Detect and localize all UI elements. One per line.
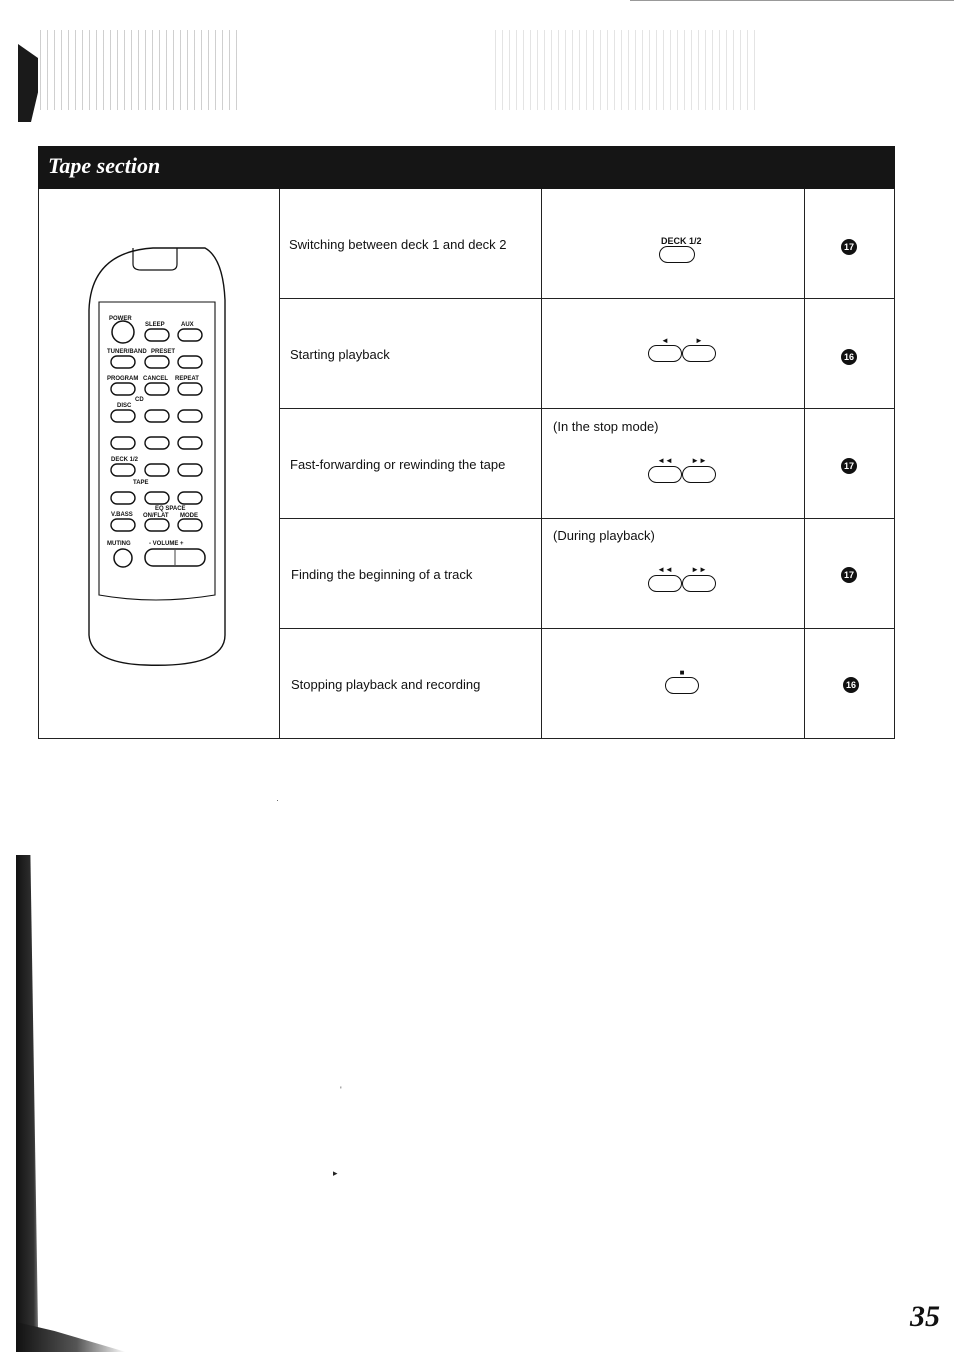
remote-label-cd: CD xyxy=(135,397,144,403)
section-header xyxy=(38,146,895,189)
deck-button-icon xyxy=(659,246,695,263)
row-divider xyxy=(279,518,895,519)
row-note: (During playback) xyxy=(553,528,655,543)
table-border xyxy=(38,189,39,739)
play-reverse-button-icon xyxy=(648,345,682,362)
remote-label-vbass: V.BASS xyxy=(111,512,133,518)
rewind-symbol: ◄◄ xyxy=(657,456,673,465)
row-divider xyxy=(279,298,895,299)
fast-forward-symbol: ►► xyxy=(691,456,707,465)
play-forward-button-icon xyxy=(682,345,716,362)
table-border xyxy=(804,189,805,739)
row-description: Switching between deck 1 and deck 2 xyxy=(289,237,507,252)
scan-speckle xyxy=(495,30,755,110)
fast-forward-button-icon xyxy=(682,575,716,592)
remote-control-illustration xyxy=(85,240,235,670)
row-description: Stopping playback and recording xyxy=(291,677,481,692)
remote-label-tape: TAPE xyxy=(133,480,149,486)
table-border xyxy=(894,189,895,739)
play-forward-symbol: ► xyxy=(695,336,703,345)
scan-edge-line xyxy=(630,0,954,1)
circled-number-icon: 16 xyxy=(843,677,859,693)
remote-label-power: POWER xyxy=(109,316,132,322)
rewind-symbol: ◄◄ xyxy=(657,565,673,574)
scan-speckle xyxy=(40,30,240,110)
section-title: Tape section xyxy=(48,153,161,178)
row-note: (In the stop mode) xyxy=(553,419,659,434)
remote-label-aux: AUX xyxy=(181,322,194,328)
play-reverse-symbol: ◄ xyxy=(661,336,669,345)
page-edge-shadow xyxy=(16,855,48,1352)
page-edge-shadow xyxy=(16,1322,126,1352)
circled-number-icon: 16 xyxy=(841,349,857,365)
circled-number-icon: 17 xyxy=(841,458,857,474)
row-divider xyxy=(279,408,895,409)
deck-button-label: DECK 1/2 xyxy=(661,236,702,246)
remote-label-tuner-band: TUNER/BAND xyxy=(107,349,147,355)
remote-label-on-flat: ON/FLAT xyxy=(143,513,169,519)
page-number: 35 xyxy=(910,1300,940,1333)
remote-label-preset: PRESET xyxy=(151,349,176,355)
corner-tab-mark xyxy=(18,44,38,122)
table-border xyxy=(279,189,280,739)
fast-forward-symbol: ►► xyxy=(691,565,707,574)
remote-label-deck: DECK 1/2 xyxy=(111,457,139,463)
remote-label-program: PROGRAM xyxy=(107,376,139,382)
remote-label-cancel: CANCEL xyxy=(143,376,168,382)
remote-label-repeat: REPEAT xyxy=(175,376,199,382)
fast-forward-button-icon xyxy=(682,466,716,483)
circled-number-icon: 17 xyxy=(841,239,857,255)
table-border xyxy=(38,738,895,739)
row-divider xyxy=(279,628,895,629)
scan-dot: · xyxy=(276,795,279,805)
remote-label-disc: DISC xyxy=(117,403,132,409)
circled-number-icon: 17 xyxy=(841,567,857,583)
row-description: Fast-forwarding or rewinding the tape xyxy=(290,457,506,472)
remote-label-eq-space: EQ SPACE xyxy=(155,506,186,512)
stop-symbol: ■ xyxy=(679,668,685,677)
remote-label-muting: MUTING xyxy=(107,541,131,547)
stop-button-icon xyxy=(665,677,699,694)
rewind-button-icon xyxy=(648,575,682,592)
remote-label-volume: - VOLUME + xyxy=(149,541,184,547)
scan-dot: ' xyxy=(340,1085,342,1095)
rewind-button-icon xyxy=(648,466,682,483)
remote-label-sleep: SLEEP xyxy=(145,322,165,328)
remote-label-mode: MODE xyxy=(180,513,198,519)
table-border xyxy=(541,189,542,739)
row-description: Finding the beginning of a track xyxy=(291,567,473,582)
row-description: Starting playback xyxy=(290,347,390,362)
scan-dot: ▸ xyxy=(333,1168,338,1178)
